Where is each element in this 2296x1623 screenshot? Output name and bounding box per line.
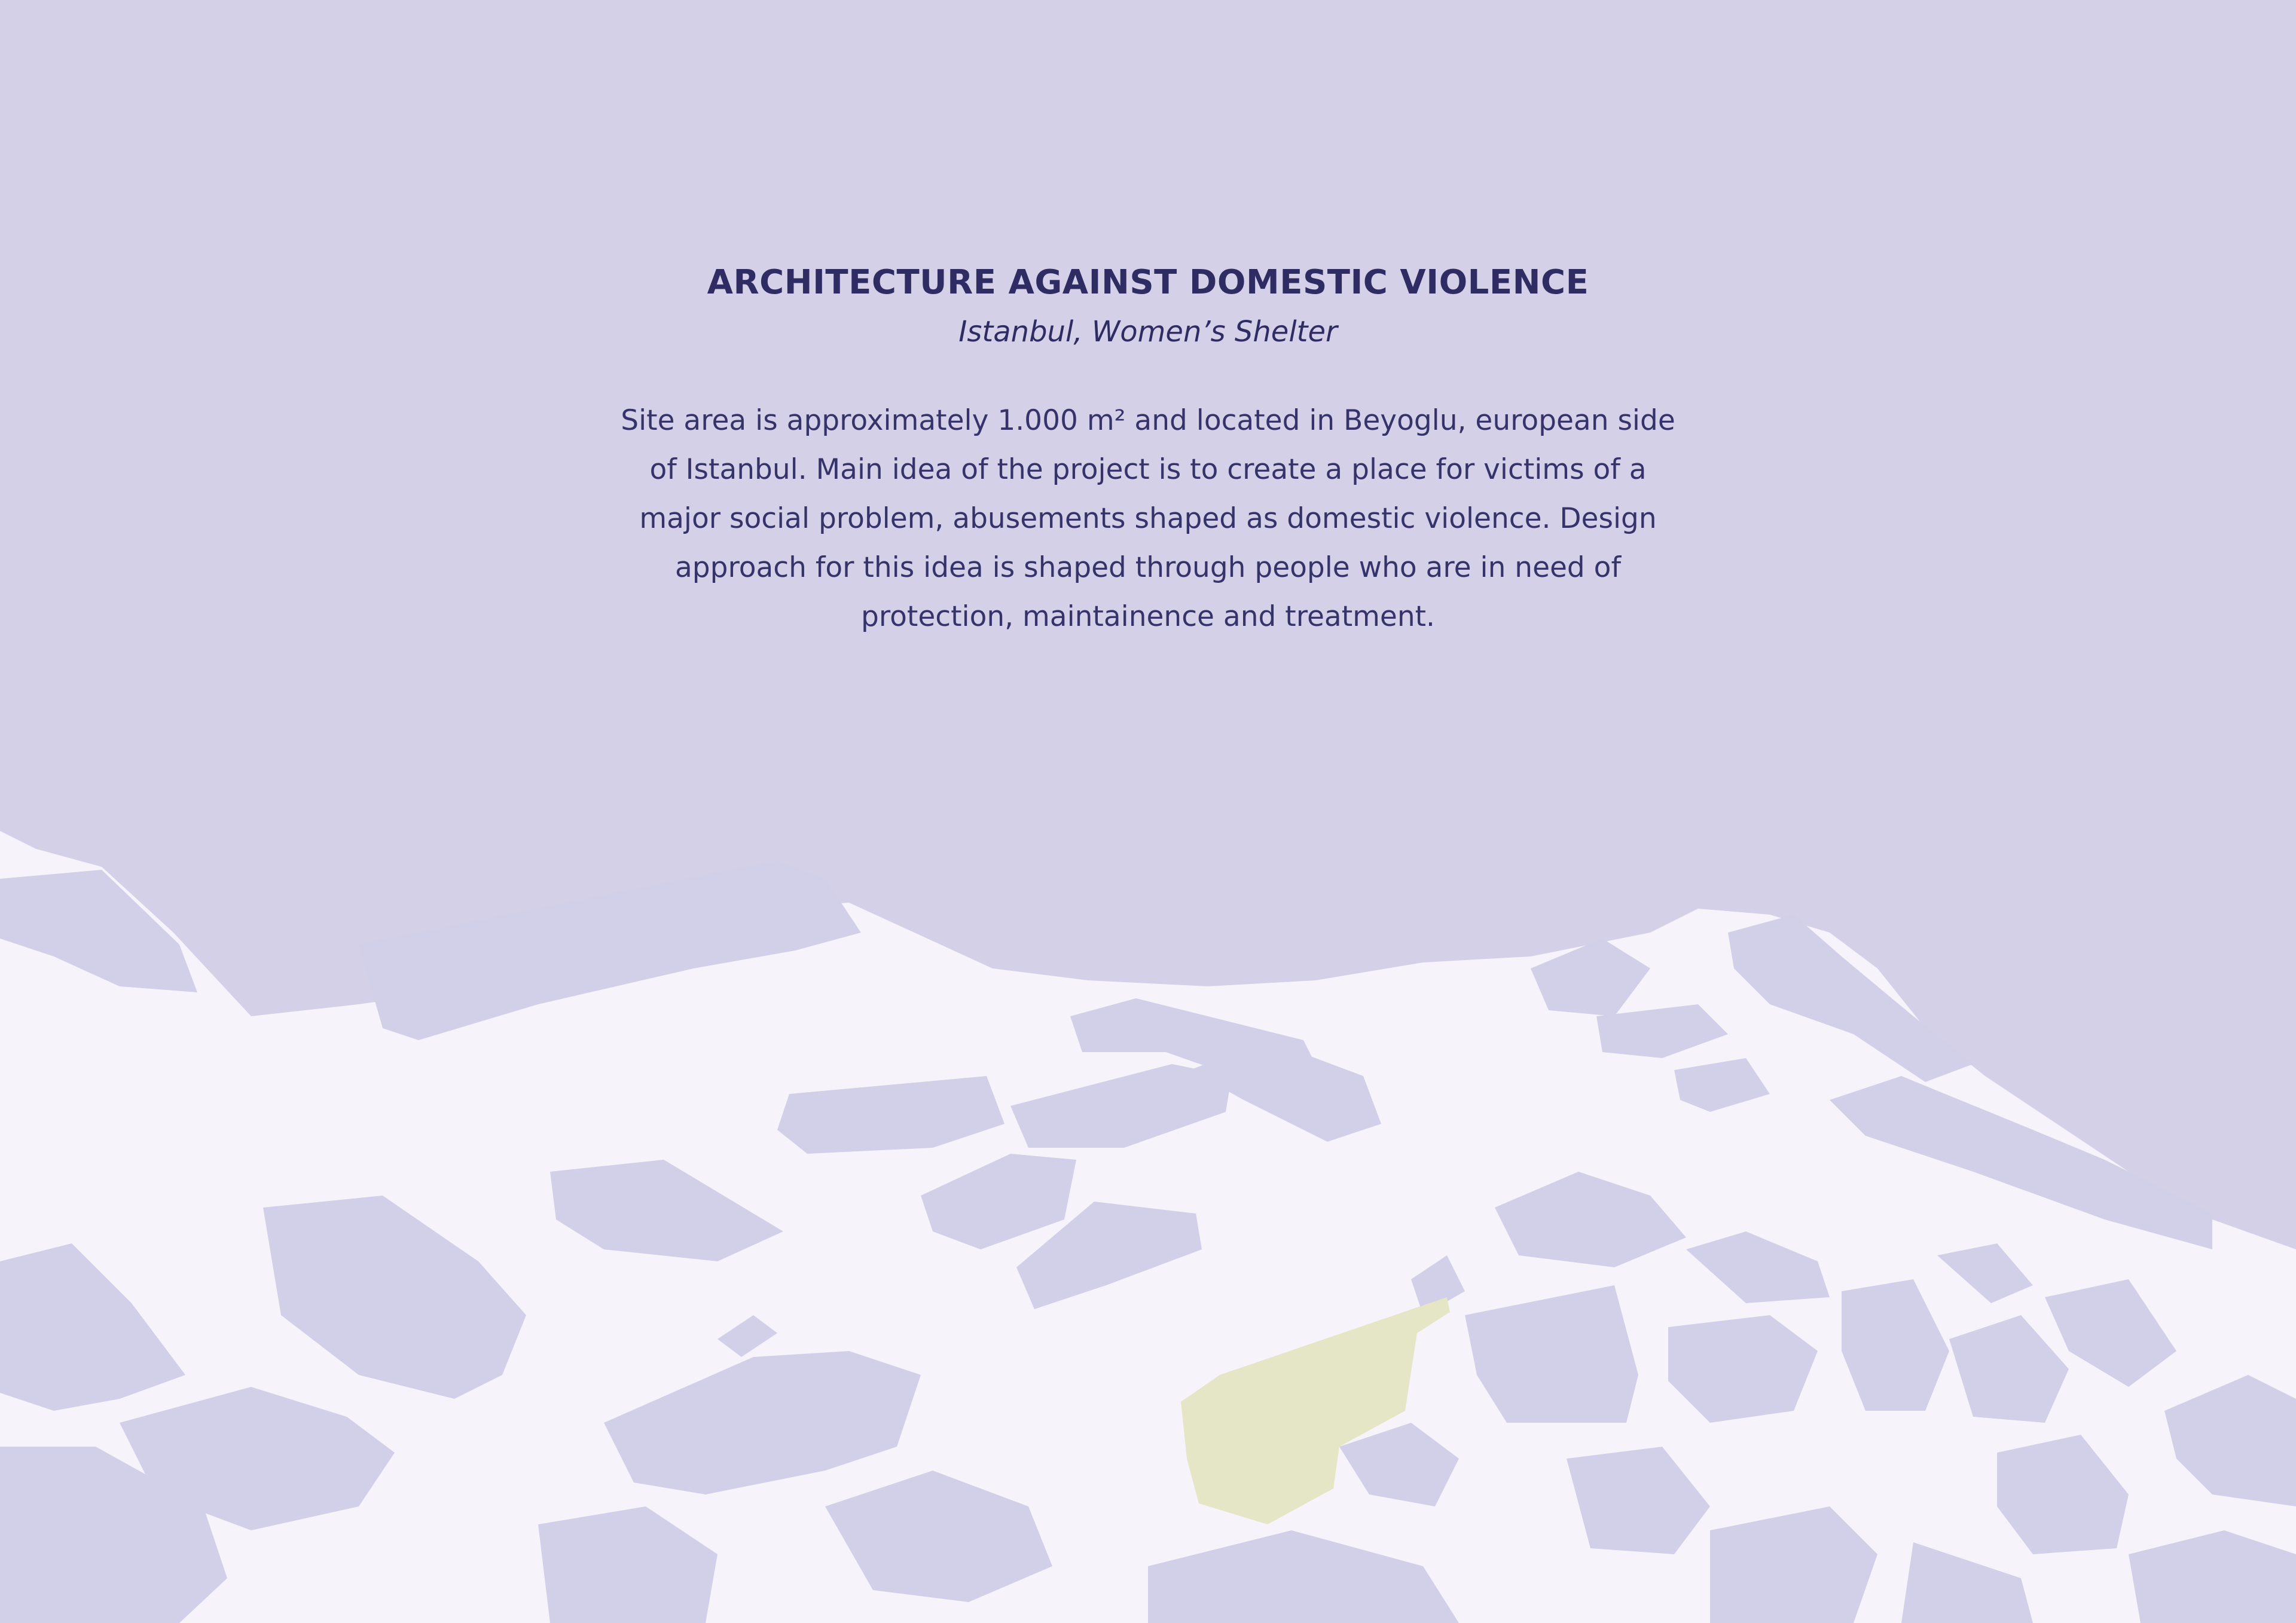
page-subtitle: Istanbul, Women’s Shelter	[958, 315, 1338, 349]
project-description: Site area is approximately 1.000 m² and located in Beyoglu, european side of Istanbul. Main idea of the project is to create a place for victims of a major social problem, abusements shaped as domestic violence. Design approach for this idea is shaped through people who are in need of protection, maintainence and treatment.	[621, 404, 1675, 633]
page-title: ARCHITECTURE AGAINST DOMESTIC VIOLENCE	[707, 263, 1589, 302]
text-block	[550, 263, 1746, 641]
